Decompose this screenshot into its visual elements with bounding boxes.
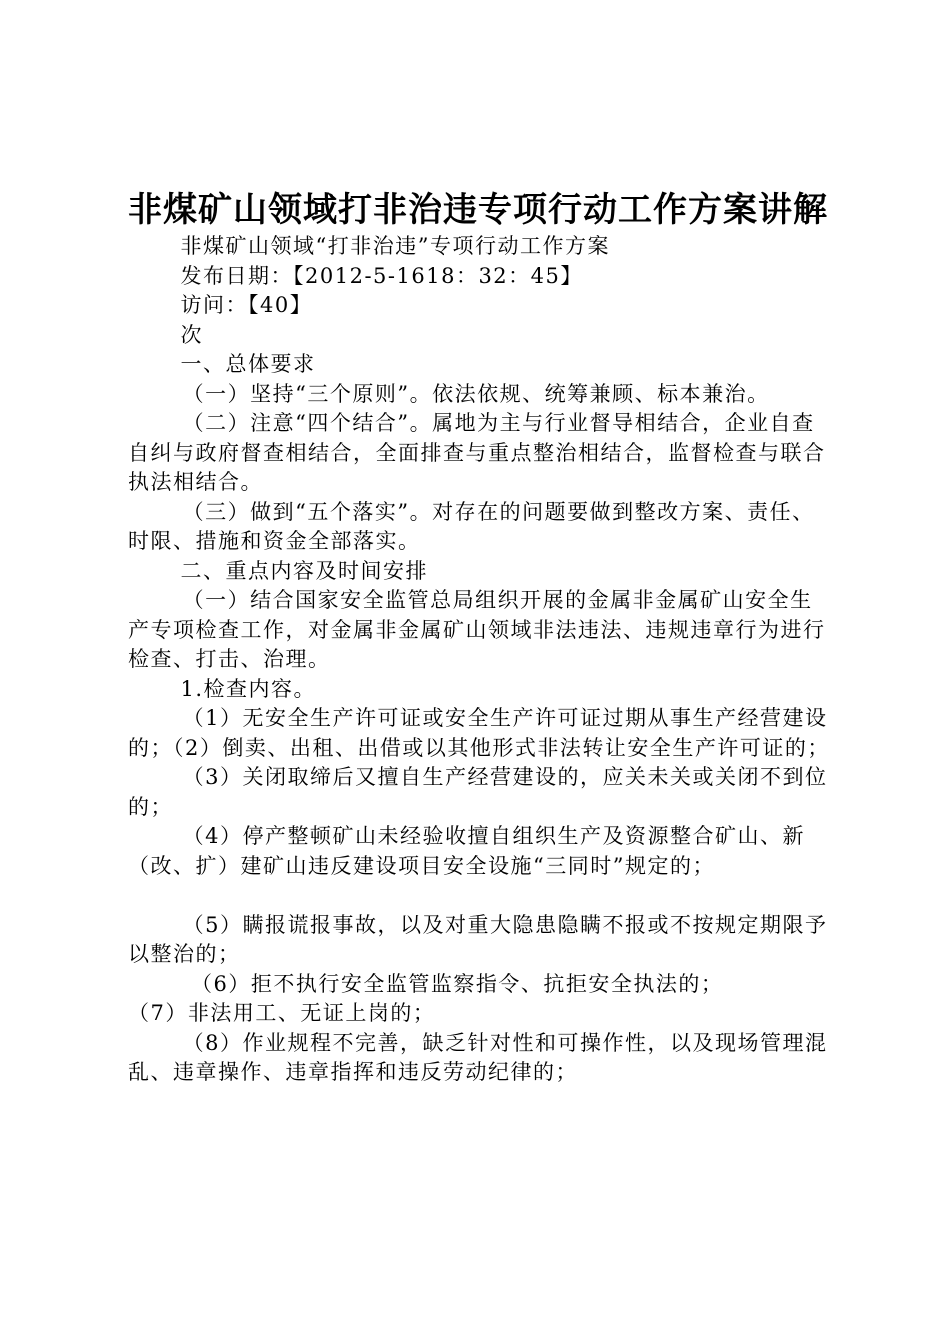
list-item: （6）拒不执行安全监管监察指令、抗拒安全执法的； [191,971,724,996]
list-item: （1）无安全生产许可证或安全生产许可证过期从事生产经营建设的；（2）倒卖、出租、出借或以其他形式非法转让安全生产许可证的； [128,706,830,760]
list-item: （5）瞒报谎报事故，以及对重大隐患隐瞒不报或不按规定期限予以整治的； [128,912,828,966]
publish-date: 发布日期：【2012-5-1618：32：45】 [180,263,583,288]
list-item: （4）停产整顿矿山未经验收擅自组织生产及资源整合矿山、新（改、扩）建矿山违反建设项目安全设施“三同时”规定的； [128,824,805,878]
section-heading: 二、重点内容及时间安排 [180,558,428,583]
paragraph: （二）注意“四个结合”。属地为主与行业督导相结合，企业自查自纠与政府督查相结合，全面排查与重点整治相结合，监督检查与联合执法相结合。 [128,411,826,494]
document-title: 非煤矿山领域打非治违专项行动工作方案讲解 [128,190,828,230]
list-heading: 1.检查内容。 [180,676,317,701]
visit-count-unit: 次 [180,322,203,347]
paragraph: （一）结合国家安全监管总局组织开展的金属非金属矿山安全生产专项检查工作，对金属非金属矿山领域非法违法、违规违章行为进行检查、打击、治理。 [128,588,826,671]
list-item: （7）非法用工、无证上岗的； [128,1001,436,1025]
document-body [128,232,834,1088]
visit-count: 访问：【40】 [180,293,313,317]
paragraph: （三）做到“五个落实”。对存在的问题要做到整改方案、责任、时限、措施和资金全部落实。 [128,499,815,553]
blank-line [128,881,834,911]
list-item: （3）关闭取缔后又擅自生产经营建设的，应关未关或关闭不到位的； [128,765,828,819]
document-subtitle: 非煤矿山领域“打非治违”专项行动工作方案 [180,234,610,258]
list-item: （8）作业规程不完善，缺乏针对性和可操作性，以及现场管理混乱、违章操作、违章指挥和违反劳动纪律的； [128,1030,828,1084]
paragraph: （一）坚持“三个原则”。依法依规、统筹兼顾、标本兼治。 [182,381,770,406]
section-heading: 一、总体要求 [180,352,316,376]
